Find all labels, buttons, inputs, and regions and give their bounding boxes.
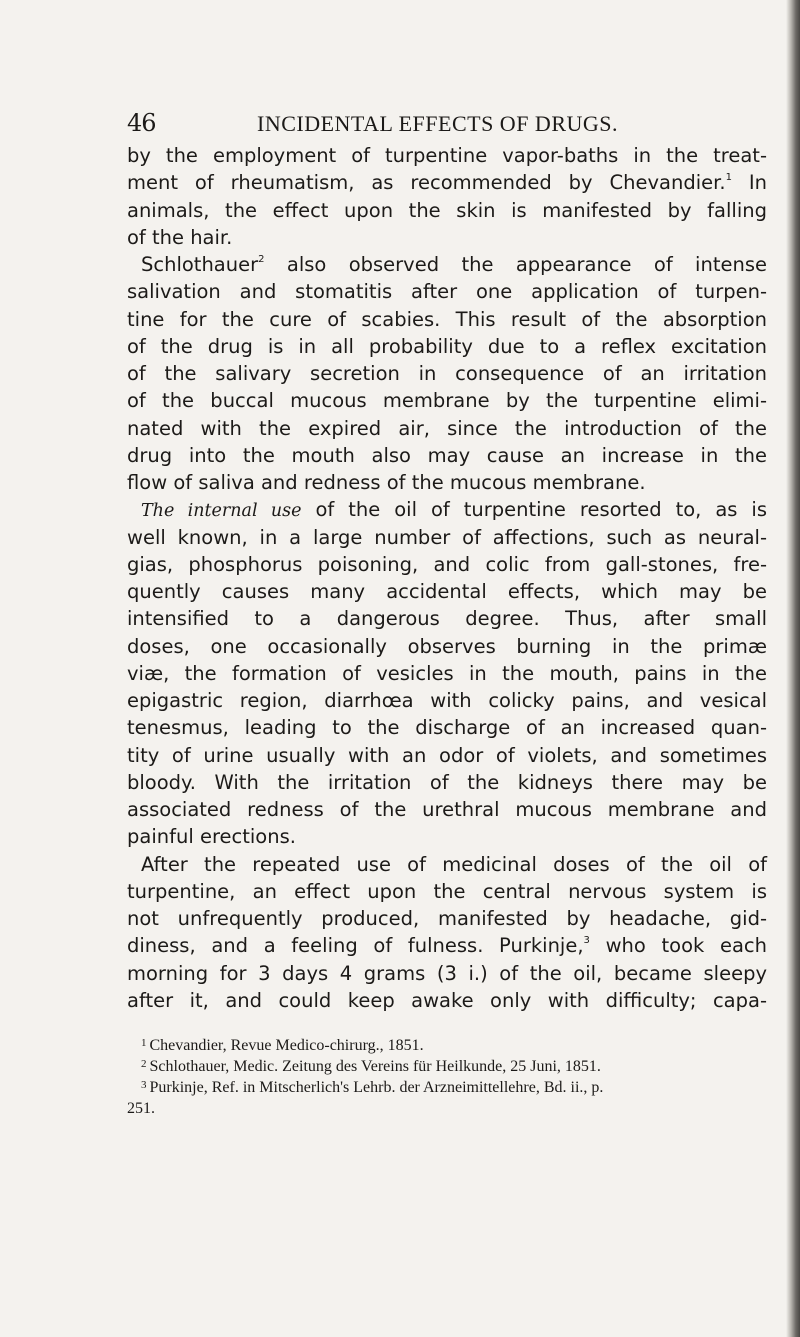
text-line: flow of saliva and redness of the mucous membrane. xyxy=(127,471,646,494)
text-line: tity of urine usually with an odor of violets, and sometimes xyxy=(127,743,767,767)
text-line: of the buccal mucous membrane by the turpentine elimi- xyxy=(127,389,767,413)
text-line: of the drug is in all probability due to a reflex excitation xyxy=(127,334,767,358)
footnote: $^2$ Schlothauer, Medic. Zeitung des Vereins für Heilkunde, 25 Juni, 1851. xyxy=(141,1058,601,1075)
text-line: quently causes many accidental effects, which may be xyxy=(127,580,767,603)
text-line: drug into the mouth also may cause an increase in the xyxy=(127,443,767,467)
footnote: $^1$ Chevandier, Revue Medico-chirurg., 1851. xyxy=(141,1037,424,1054)
body-text xyxy=(127,142,767,1014)
text-line: bloody. With the irritation of the kidneys there may be xyxy=(127,770,767,794)
text-line: Schlothauer$^2$ also observed the appearance of intense xyxy=(141,253,767,276)
text-line: associated redness of the urethral mucous membrane and xyxy=(127,798,767,821)
text-line: salivation and stomatitis after one application of turpen- xyxy=(127,280,767,304)
footnote-mark: 1 xyxy=(141,1037,147,1049)
footnote: $^3$ Purkinje, Ref. in Mitscherlich's Lehrb. der Arzneimittellehre, Bd. ii., p. xyxy=(141,1079,604,1096)
text-line: epigastric region, diarrhœa with colicky pains, and vesical xyxy=(127,689,767,712)
text-line: ment of rheumatism, as recommended by Chevandier.$^1$ In xyxy=(127,171,768,195)
footnote-mark: 3 xyxy=(141,1079,147,1091)
text-line: intensified to a dangerous degree. Thus, after small xyxy=(127,607,767,631)
text-line: viæ, the formation of vesicles in the mouth, pains in the xyxy=(127,661,767,685)
text-line: tine for the cure of scabies. This result of the absorption xyxy=(127,307,767,331)
page-number: 46 xyxy=(127,109,156,137)
running-head: INCIDENTAL EFFECTS OF DRUGS. xyxy=(257,111,619,136)
footnote-continuation: 251. xyxy=(127,1100,155,1117)
text-line: diness, and a feeling of fulness. Purkinje,$^3$ who took each xyxy=(127,934,767,958)
footnote-ref: 1 xyxy=(725,171,732,183)
text-line: turpentine, an effect upon the central nervous system is xyxy=(127,879,767,903)
footnote-mark: 2 xyxy=(141,1058,147,1070)
footnote-ref: 3 xyxy=(583,934,590,946)
page-edge-shadow xyxy=(786,0,800,1337)
footnotes xyxy=(127,1035,767,1119)
text-line: well known, in a large number of affections, such as neural- xyxy=(127,525,767,549)
text-line: not unfrequently produced, manifested by headache, gid- xyxy=(127,907,767,930)
text-line: after it, and could keep awake only with difficulty; capa- xyxy=(127,988,767,1012)
text-line: of the salivary secretion in consequence of an irritation xyxy=(127,362,767,385)
text-line: doses, one occasionally observes burning in the primæ xyxy=(127,634,767,658)
text-line: of the hair. xyxy=(127,225,233,249)
footnote-ref: 2 xyxy=(258,253,265,265)
text-line: painful erections. xyxy=(127,825,296,849)
text-line: animals, the effect upon the skin is manifested by falling xyxy=(127,198,767,222)
text-line: morning for 3 days 4 grams (3 i.) of the oil, became sleepy xyxy=(127,961,767,985)
text-line: nated with the expired air, since the introduction of the xyxy=(127,416,767,440)
text-line: by the employment of turpentine vapor-baths in the treat- xyxy=(127,144,767,167)
text-line: tenesmus, leading to the discharge of an increased quan- xyxy=(127,716,767,740)
text-line: gias, phosphorus poisoning, and colic from gall-stones, fre- xyxy=(127,552,767,576)
italic-term: The internal use xyxy=(141,501,302,522)
text-line: After the repeated use of medicinal doses of the oil of xyxy=(141,852,767,876)
text-line: The internal use of the oil of turpentine resorted to, as is xyxy=(141,498,767,522)
